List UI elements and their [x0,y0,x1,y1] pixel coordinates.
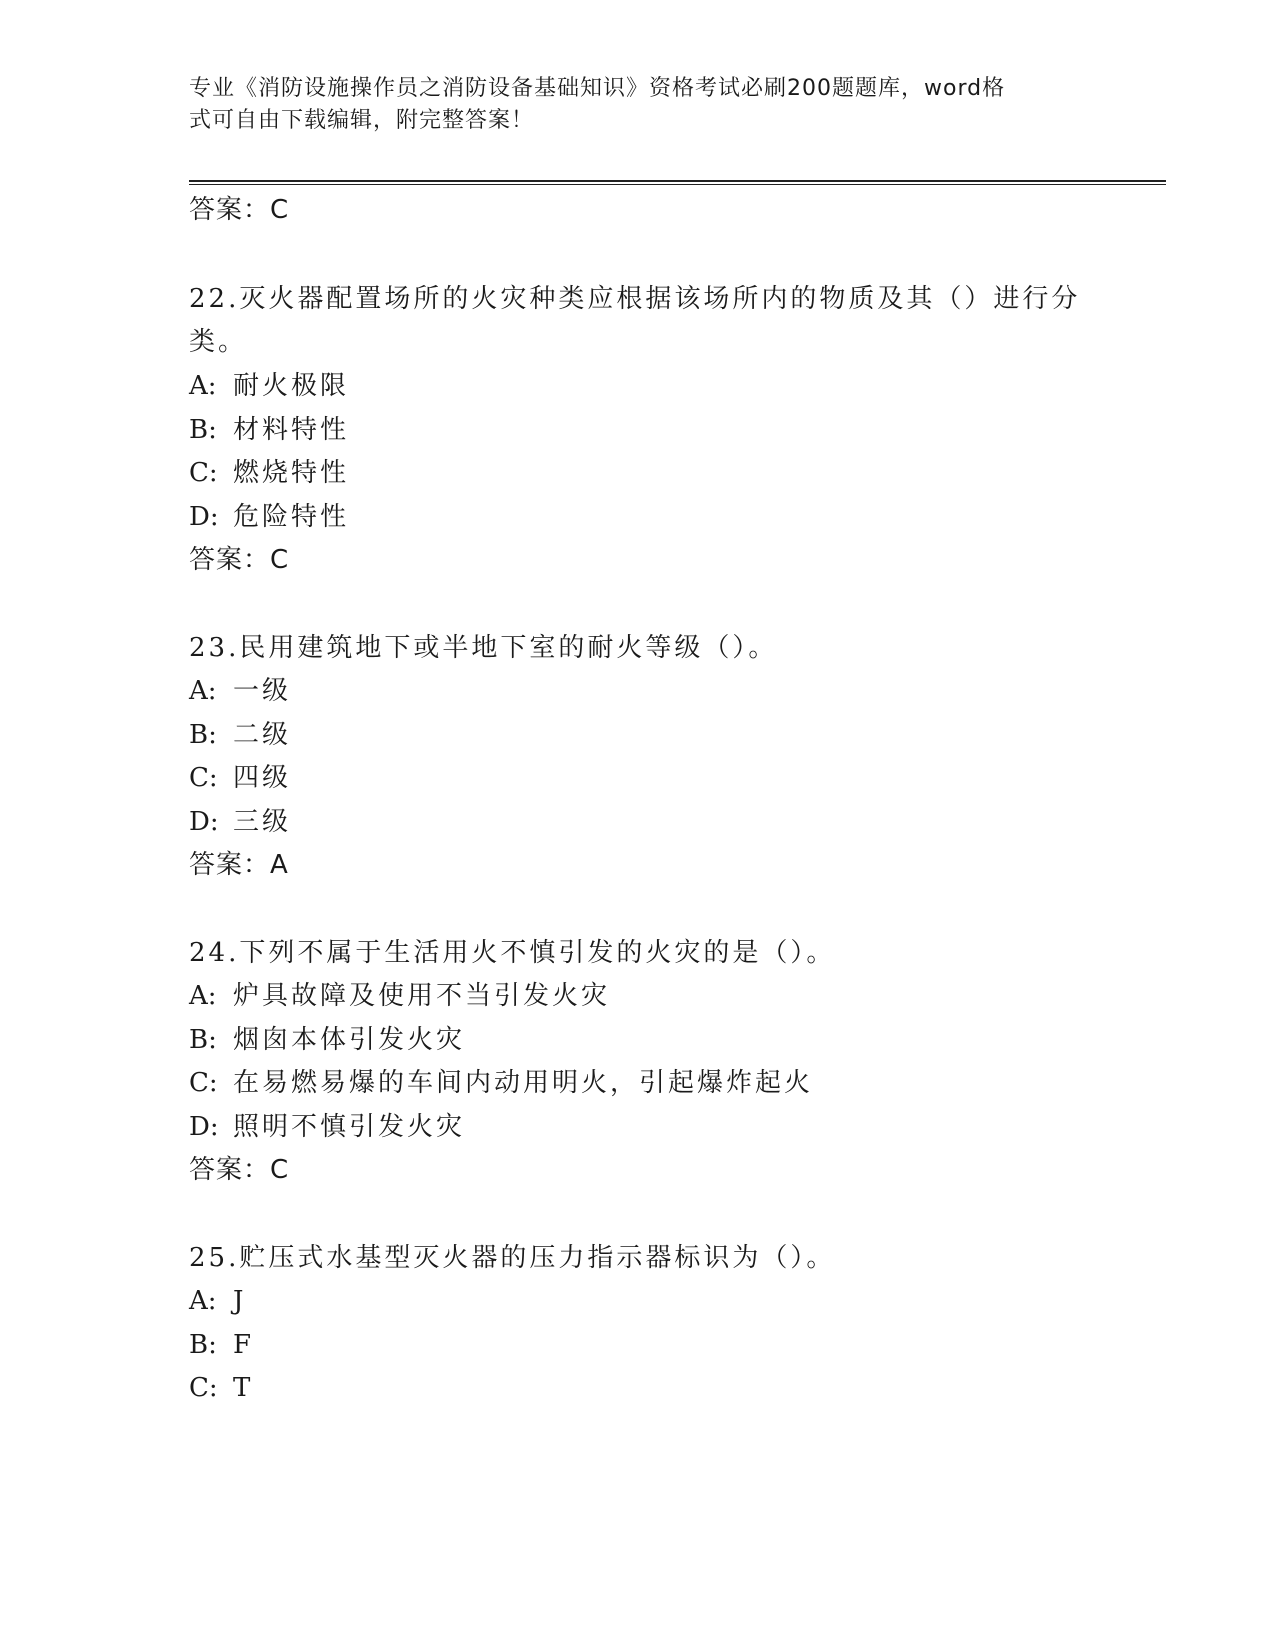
question-24-option-d [189,1109,465,1145]
question-23-stem: 23.民用建筑地下或半地下室的耐火等级（）。 [189,633,778,663]
option-text: 材料特性 [233,415,350,445]
previous-answer: 答案：C [189,195,290,225]
option-text: 炉具故障及使用不当引发火灾 [233,981,611,1011]
question-22-option-b [189,412,349,448]
question-23-option-a [189,673,291,709]
option-label: A: [189,371,217,401]
question-22-stem-line-1: 22.灭火器配置场所的火灾种类应根据该场所内的物质及其（）进行分 [189,284,1081,314]
question-25-option-b [189,1327,254,1363]
header-divider-thin [189,184,1166,185]
option-text: 危险特性 [233,502,350,532]
question-24-answer: 答案：C [189,1155,290,1185]
option-label: D: [189,1112,219,1142]
option-label: B: [189,1025,217,1055]
option-text: 二级 [233,720,292,750]
header-note-line-1: 专业《消防设施操作员之消防设备基础知识》资格考试必刷200题题库，word格 [189,76,1006,101]
option-text: 照明不慎引发火灾 [233,1112,466,1142]
header-divider-thick [189,180,1166,182]
option-text: J [233,1286,247,1316]
option-label: C: [189,458,218,488]
option-text: 在易燃易爆的车间内动用明火，引起爆炸起火 [233,1068,814,1098]
question-24-stem: 24.下列不属于生活用火不慎引发的火灾的是（）。 [189,938,836,968]
header-note [189,73,1089,137]
option-label: B: [189,1330,217,1360]
question-22-option-d [189,499,349,535]
option-label: D: [189,502,219,532]
question-25-stem: 25.贮压式水基型灭火器的压力指示器标识为（）。 [189,1243,836,1273]
option-text: 四级 [233,763,292,793]
question-23-option-b [189,717,291,753]
option-label: A: [189,676,217,706]
question-24-option-c [189,1065,813,1101]
question-22-option-c [189,455,349,491]
option-label: C: [189,1068,218,1098]
question-22-option-a [189,368,349,404]
option-label: C: [189,1373,218,1403]
header-note-line-2: 式可自由下载编辑，附完整答案！ [189,108,535,133]
option-label: B: [189,720,217,750]
option-text: 燃烧特性 [233,458,350,488]
option-label: A: [189,981,217,1011]
option-label: C: [189,763,218,793]
question-23-option-d [189,804,291,840]
question-25-option-c [189,1370,253,1406]
question-23-option-c [189,760,291,796]
option-label: A: [189,1286,217,1316]
option-text: 烟囱本体引发火灾 [233,1025,466,1055]
option-label: D: [189,807,219,837]
question-22-stem-line-2: 类。 [189,327,248,357]
question-24-option-b [189,1022,465,1058]
option-text: 一级 [233,676,292,706]
question-23-answer: 答案：A [189,850,289,880]
question-25-option-a [189,1283,246,1319]
question-22-answer: 答案：C [189,545,290,575]
question-24-option-a [189,978,610,1014]
option-text: 三级 [233,807,292,837]
option-text: F [233,1330,255,1360]
option-label: B: [189,415,217,445]
option-text: T [233,1373,254,1403]
option-text: 耐火极限 [233,371,350,401]
